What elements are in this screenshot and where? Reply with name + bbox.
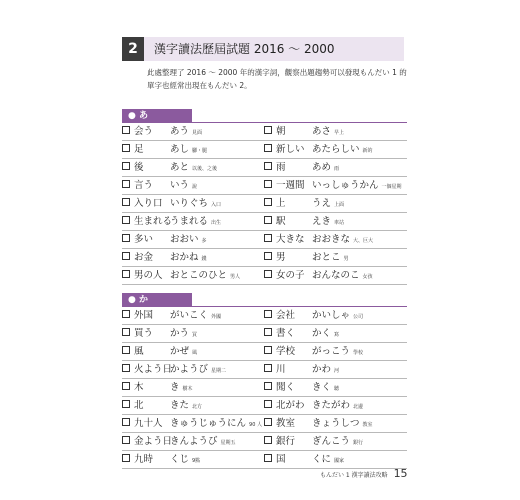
vocab-meaning: 風 xyxy=(192,350,198,356)
vocab-kanji: 川 xyxy=(276,364,286,375)
vocab-reading-cell xyxy=(170,267,240,286)
vocab-reading-cell xyxy=(170,433,236,452)
vocab-meaning: 女孩 xyxy=(362,274,373,280)
vocab-reading: くじ xyxy=(170,454,190,465)
checkbox[interactable] xyxy=(264,400,272,408)
table-row xyxy=(122,141,407,159)
checkbox[interactable] xyxy=(122,364,130,372)
vocab-meaning: 大、巨大 xyxy=(353,238,374,244)
vocab-entry xyxy=(122,379,144,397)
vocab-reading-cell xyxy=(312,159,339,178)
vocab-reading-cell xyxy=(170,177,197,196)
vocab-entry xyxy=(264,433,295,451)
checkbox[interactable] xyxy=(122,234,130,242)
vocab-reading-cell xyxy=(312,195,344,214)
checkbox[interactable] xyxy=(264,364,272,372)
vocab-reading: き xyxy=(170,382,180,393)
vocab-kanji: 男の人 xyxy=(134,270,163,281)
vocab-kanji: 駅 xyxy=(276,216,286,227)
vocab-reading: きょうしつ xyxy=(312,418,360,429)
vocab-meaning: 腳・腿 xyxy=(192,148,208,154)
checkbox[interactable] xyxy=(264,162,272,170)
table-row xyxy=(122,433,407,451)
vocab-entry xyxy=(122,343,144,361)
vocab-kanji: 言う xyxy=(134,180,154,191)
vocab-entry xyxy=(122,415,163,433)
page-title: 漢字讀法歷屆試題 2016 ～ 2000 xyxy=(154,42,335,56)
vocab-reading-cell xyxy=(170,195,221,214)
vocab-entry xyxy=(264,159,286,177)
vocab-reading-cell xyxy=(170,343,197,362)
section-bar xyxy=(122,293,407,307)
vocab-meaning: 錢 xyxy=(201,256,207,262)
vocab-reading-cell xyxy=(170,397,202,416)
checkbox[interactable] xyxy=(264,436,272,444)
checkbox[interactable] xyxy=(264,180,272,188)
vocab-reading: おおきな xyxy=(312,234,351,245)
vocab-meaning: 公司 xyxy=(353,314,364,320)
vocab-meaning: 早上 xyxy=(334,130,345,136)
table-row xyxy=(122,195,407,213)
checkbox[interactable] xyxy=(264,252,272,260)
vocab-kanji: お金 xyxy=(134,252,154,263)
vocab-entry xyxy=(122,123,153,141)
vocab-kanji: 買う xyxy=(134,328,154,339)
table-row xyxy=(122,249,407,267)
vocab-reading: かいしゃ xyxy=(312,310,351,321)
vocab-kanji: 生まれる xyxy=(134,216,173,227)
vocab-meaning: 新的 xyxy=(362,148,373,154)
vocab-meaning: 90 人 xyxy=(249,422,262,428)
footer-chapter: もんだい 1 漢字讀法攻略 xyxy=(320,472,388,479)
vocab-reading: うえ xyxy=(312,198,332,209)
table-row xyxy=(122,177,407,195)
checkbox[interactable] xyxy=(122,216,130,224)
vocab-reading-cell xyxy=(170,159,217,178)
vocab-reading-cell xyxy=(312,415,373,434)
vocab-reading-cell xyxy=(170,379,193,398)
checkbox[interactable] xyxy=(122,382,130,390)
vocab-entry xyxy=(264,249,286,267)
vocab-reading-cell xyxy=(312,361,339,380)
vocab-reading-cell xyxy=(312,433,363,452)
vocab-kanji: 女の子 xyxy=(276,270,305,281)
checkbox[interactable] xyxy=(122,198,130,206)
table-row xyxy=(122,123,407,141)
checkbox[interactable] xyxy=(264,144,272,152)
section-label: ● か xyxy=(128,295,148,305)
table-row xyxy=(122,379,407,397)
page-number: 15 xyxy=(393,467,408,480)
vocab-reading-cell xyxy=(170,307,221,326)
vocab-entry xyxy=(122,213,172,231)
vocab-entry xyxy=(264,213,286,231)
checkbox[interactable] xyxy=(264,418,272,426)
checkbox[interactable] xyxy=(122,346,130,354)
vocab-reading: おんなのこ xyxy=(312,270,360,281)
vocab-reading-cell xyxy=(312,177,402,196)
vocab-meaning: 以後、之後 xyxy=(192,166,218,172)
vocab-kanji: 足 xyxy=(134,144,144,155)
checkbox[interactable] xyxy=(264,216,272,224)
vocab-reading: いりぐち xyxy=(170,198,209,209)
table-row xyxy=(122,415,407,433)
vocab-entry xyxy=(264,343,295,361)
vocab-meaning: 男 xyxy=(343,256,349,262)
vocab-meaning: 9點 xyxy=(192,458,201,464)
checkbox[interactable] xyxy=(122,454,130,462)
vocab-entry xyxy=(264,141,305,159)
vocab-entry xyxy=(122,397,144,415)
checkbox[interactable] xyxy=(122,328,130,336)
vocab-kanji: 聞く xyxy=(276,382,296,393)
vocab-entry xyxy=(264,415,295,433)
vocab-meaning: 寫 xyxy=(334,332,340,338)
vocab-reading-cell xyxy=(312,141,373,160)
vocab-reading: かわ xyxy=(312,364,332,375)
vocab-reading: かく xyxy=(312,328,332,339)
checkbox[interactable] xyxy=(122,252,130,260)
vocab-meaning: 買 xyxy=(192,332,198,338)
vocab-kanji: 新しい xyxy=(276,144,305,155)
vocab-reading: あし xyxy=(170,144,190,155)
vocab-reading: きゅうじゅうにん xyxy=(170,418,247,429)
vocab-meaning: 星期二 xyxy=(211,368,227,374)
vocab-reading: あめ xyxy=(312,162,332,173)
checkbox[interactable] xyxy=(264,328,272,336)
vocab-reading-cell xyxy=(312,249,349,268)
vocab-entry xyxy=(264,231,305,249)
vocab-entry xyxy=(264,379,295,397)
vocab-meaning: 見面 xyxy=(192,130,203,136)
checkbox[interactable] xyxy=(122,436,130,444)
vocab-reading: いう xyxy=(170,180,190,191)
checkbox[interactable] xyxy=(264,310,272,318)
vocab-meaning: 說 xyxy=(192,184,198,190)
checkbox[interactable] xyxy=(264,234,272,242)
checkbox[interactable] xyxy=(264,346,272,354)
vocab-kanji: 銀行 xyxy=(276,436,296,447)
vocab-kanji: 火よう日 xyxy=(134,364,173,375)
vocab-entry xyxy=(264,397,305,415)
vocab-reading: がいこく xyxy=(170,310,209,321)
table-row xyxy=(122,325,407,343)
vocab-entry xyxy=(122,361,172,379)
section-header xyxy=(122,37,404,61)
section-bar xyxy=(122,109,407,123)
vocab-kanji: 男 xyxy=(276,252,286,263)
vocab-meaning: 男人 xyxy=(230,274,241,280)
vocab-reading: かう xyxy=(170,328,190,339)
vocab-reading-cell xyxy=(312,307,363,326)
vocab-reading-cell xyxy=(170,213,221,232)
intro-text: 此處整理了 2016 ～ 2000 年的漢字詞，觀察出題趨勢可以發現もんだい 1 的單字也經常出現在もんだい 2。 xyxy=(147,68,407,90)
vocab-reading: おとこのひと xyxy=(170,270,228,281)
vocab-meaning: 星期五 xyxy=(220,440,236,446)
vocab-entry xyxy=(122,325,153,343)
vocab-meaning: 國家 xyxy=(334,458,345,464)
vocab-entry xyxy=(122,451,153,469)
vocab-kanji: 学校 xyxy=(276,346,296,357)
table-row xyxy=(122,159,407,177)
vocab-reading: あたらしい xyxy=(312,144,360,155)
checkbox[interactable] xyxy=(122,126,130,134)
vocab-reading: きく xyxy=(312,382,332,393)
vocab-reading: かようび xyxy=(170,364,209,375)
vocab-kanji: 北 xyxy=(134,400,144,411)
vocab-entry xyxy=(264,267,305,285)
vocab-entry xyxy=(122,307,153,325)
checkbox[interactable] xyxy=(122,180,130,188)
vocab-kanji: 国 xyxy=(276,454,286,465)
vocab-reading: あう xyxy=(170,126,190,137)
vocab-kanji: 大きな xyxy=(276,234,305,245)
vocab-reading-cell xyxy=(312,325,339,344)
vocab-reading: ぎんこう xyxy=(312,436,351,447)
checkbox[interactable] xyxy=(122,310,130,318)
vocab-kanji: 北がわ xyxy=(276,400,305,411)
section-number: 2 xyxy=(128,41,138,57)
vocab-reading: おとこ xyxy=(312,252,341,263)
vocab-meaning: 雨 xyxy=(334,166,340,172)
vocab-reading-cell xyxy=(312,379,339,398)
checkbox[interactable] xyxy=(264,126,272,134)
table-row xyxy=(122,397,407,415)
vocab-reading-cell xyxy=(170,231,207,250)
vocab-reading: えき xyxy=(312,216,332,227)
checkbox[interactable] xyxy=(122,400,130,408)
vocab-reading: きんようび xyxy=(170,436,218,447)
vocab-kanji: 木 xyxy=(134,382,144,393)
section-tag xyxy=(122,293,192,307)
vocab-entry xyxy=(264,451,286,469)
vocab-meaning: 樹木 xyxy=(182,386,193,392)
checkbox[interactable] xyxy=(122,270,130,278)
vocab-meaning: 外國 xyxy=(211,314,222,320)
vocab-reading-cell xyxy=(170,451,200,470)
vocab-kanji: 風 xyxy=(134,346,144,357)
vocab-reading: おかね xyxy=(170,252,199,263)
vocab-reading-cell xyxy=(170,141,207,160)
vocab-reading: おおい xyxy=(170,234,199,245)
vocab-kanji: 会う xyxy=(134,126,154,137)
vocab-reading-cell xyxy=(312,343,363,362)
vocab-reading-cell xyxy=(312,267,373,286)
section-tag xyxy=(122,109,192,123)
checkbox[interactable] xyxy=(122,162,130,170)
vocab-reading-cell xyxy=(312,231,373,250)
vocab-kanji: 上 xyxy=(276,198,286,209)
section-label: ● あ xyxy=(128,111,148,121)
vocab-reading-cell xyxy=(170,325,197,344)
vocab-entry xyxy=(264,361,286,379)
vocab-entry xyxy=(122,141,144,159)
vocab-reading: くに xyxy=(312,454,332,465)
table-row xyxy=(122,267,407,285)
vocab-reading-cell xyxy=(312,397,363,416)
vocab-reading-cell xyxy=(312,123,344,142)
vocab-reading-cell xyxy=(170,123,202,142)
vocab-meaning: 銀行 xyxy=(353,440,364,446)
vocab-meaning: 北方 xyxy=(192,404,203,410)
checkbox[interactable] xyxy=(122,144,130,152)
vocab-meaning: 北邊 xyxy=(353,404,364,410)
table-row xyxy=(122,213,407,231)
vocab-reading-cell xyxy=(170,249,207,268)
vocab-reading: がっこう xyxy=(312,346,351,357)
vocab-meaning: 上面 xyxy=(334,202,345,208)
vocab-reading-cell xyxy=(170,415,262,434)
vocab-reading: あと xyxy=(170,162,190,173)
vocab-entry xyxy=(122,195,163,213)
vocab-kanji: 教室 xyxy=(276,418,296,429)
vocab-reading-cell xyxy=(170,361,226,380)
vocab-kanji: 書く xyxy=(276,328,296,339)
vocab-meaning: 一個星期 xyxy=(381,184,402,190)
checkbox[interactable] xyxy=(264,382,272,390)
vocab-reading: かぜ xyxy=(170,346,190,357)
checkbox[interactable] xyxy=(264,270,272,278)
vocab-entry xyxy=(122,159,144,177)
vocab-entry xyxy=(264,177,305,195)
table-row xyxy=(122,307,407,325)
vocab-reading: うまれる xyxy=(170,216,209,227)
vocab-entry xyxy=(122,433,172,451)
vocab-meaning: 教室 xyxy=(362,422,373,428)
table-row xyxy=(122,231,407,249)
page-footer xyxy=(320,467,408,480)
vocab-meaning: 多 xyxy=(201,238,207,244)
vocab-kanji: 雨 xyxy=(276,162,286,173)
vocab-entry xyxy=(122,249,153,267)
vocab-kanji: 会社 xyxy=(276,310,296,321)
vocab-kanji: 一週間 xyxy=(276,180,305,191)
vocab-reading: あさ xyxy=(312,126,332,137)
vocab-entry xyxy=(264,195,286,213)
vocab-kanji: 金よう日 xyxy=(134,436,173,447)
table-row xyxy=(122,343,407,361)
vocab-meaning: 學校 xyxy=(353,350,364,356)
vocab-entry xyxy=(264,307,295,325)
vocab-kanji: 後 xyxy=(134,162,144,173)
vocab-kanji: 入り口 xyxy=(134,198,163,209)
vocab-entry xyxy=(122,177,153,195)
vocab-kanji: 多い xyxy=(134,234,154,245)
vocab-meaning: 出生 xyxy=(211,220,222,226)
vocab-entry xyxy=(264,123,286,141)
vocab-reading: きた xyxy=(170,400,190,411)
table-row xyxy=(122,361,407,379)
vocab-meaning: 車站 xyxy=(334,220,345,226)
vocab-meaning: 聽 xyxy=(334,386,340,392)
vocab-kanji: 九時 xyxy=(134,454,154,465)
checkbox[interactable] xyxy=(264,198,272,206)
vocab-meaning: 河 xyxy=(334,368,340,374)
vocab-kanji: 外国 xyxy=(134,310,154,321)
vocab-kanji: 九十人 xyxy=(134,418,163,429)
vocab-entry xyxy=(264,325,295,343)
vocab-kanji: 朝 xyxy=(276,126,286,137)
checkbox[interactable] xyxy=(122,418,130,426)
vocab-entry xyxy=(122,267,163,285)
vocab-entry xyxy=(122,231,153,249)
checkbox[interactable] xyxy=(264,454,272,462)
vocab-meaning: 入口 xyxy=(211,202,222,208)
vocab-reading: きたがわ xyxy=(312,400,351,411)
vocab-reading-cell xyxy=(312,213,344,232)
vocab-reading: いっしゅうかん xyxy=(312,180,379,191)
